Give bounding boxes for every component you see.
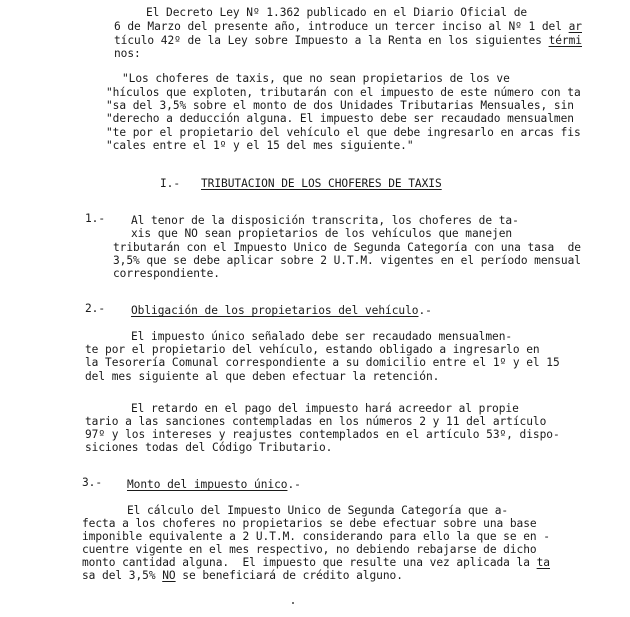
item-3-heading	[127, 478, 301, 491]
intro-line-2	[114, 20, 582, 33]
item-2-p1-line-2: te por el propietario del vehículo, estando obligado a ingresarlo en	[85, 343, 540, 356]
item-1-number: 1.-	[85, 212, 106, 225]
intro-line-3-text: tículo 42º de la Ley sobre Impuesto a la Renta en los siguientes	[114, 34, 549, 47]
item-2-p2-line-3: 97º y los intereses y reajustes contemplados en el artículo 53º, dispo-	[85, 428, 560, 441]
item-2-title: Obligación de los propietarios del vehículo	[131, 304, 419, 317]
item-1-line-3: tributarán con el Impuesto Unico de Segunda Categoría con una tasa de	[113, 241, 581, 254]
item-3-line-6-text-a: sa del 3,5%	[82, 569, 163, 582]
item-3-line-6	[82, 569, 403, 582]
quote-line-5: "te por el propietario del vehículo el que debe ingresarlo en arcas fis	[106, 126, 581, 139]
item-2-title-suffix: .-	[418, 304, 432, 317]
item-3-number: 3.-	[82, 476, 103, 489]
intro-line-2-underlined: ar	[568, 20, 582, 33]
item-3-line-5	[82, 556, 550, 569]
item-2-p1-line-4: del mes siguiente al que deben efectuar la retención.	[85, 370, 440, 383]
item-1-line-1: Al tenor de la disposición transcrita, los choferes de ta-	[131, 214, 519, 227]
item-3-line-6-text-c: se beneficiará de crédito alguno.	[175, 569, 403, 582]
quote-line-3: "sa del 3,5% sobre el monto de dos Unidades Tributarias Mensuales, sin	[106, 99, 574, 112]
item-2-p2-line-2: tario a las sanciones contempladas en los números 2 y 11 del artículo	[85, 415, 547, 428]
quote-line-6: "cales entre el 1º y el 15 del mes siguiente."	[106, 139, 414, 152]
item-3-line-5-underlined: ta	[536, 556, 550, 569]
quote-line-2: "hículos que exploten, tributarán con el impuesto de este número con ta	[106, 86, 581, 99]
item-3-title: Monto del impuesto único	[127, 478, 288, 491]
item-3-title-suffix: .-	[287, 478, 301, 491]
section-number: I.-	[160, 177, 181, 190]
item-3-line-4: cuentre vigente en el mes respectivo, no debiendo rebajarse de dicho	[82, 543, 537, 556]
intro-line-4: nos:	[114, 47, 141, 60]
quote-line-1: "Los choferes de taxis, que no sean propietarios de los ve	[122, 72, 510, 85]
item-1-line-5: correspondiente.	[113, 267, 220, 280]
quote-line-4: "derecho a deducción alguna. El impuesto debe ser recaudado mensualmen	[106, 112, 574, 125]
item-2-p1-line-3: la Tesorería Comunal correspondiente a su domicilio entre el 1º y el 15	[85, 356, 560, 369]
item-3-line-5-text: monto cantidad alguna. El impuesto que resulte una vez aplicada la	[82, 556, 537, 569]
section-title: TRIBUTACION DE LOS CHOFERES DE TAXIS	[201, 177, 442, 190]
intro-line-3	[114, 34, 582, 47]
item-2-p2-line-4: siciones todas del Código Tributario.	[85, 441, 333, 454]
item-3-line-1: El cálculo del Impuesto Unico de Segunda Categoría que a-	[127, 504, 509, 517]
item-3-line-3: imponible equivalente a 2 U.T.M. considerando para ello la que se en -	[82, 530, 550, 543]
item-2-heading	[131, 304, 432, 317]
intro-line-2-text: 6 de Marzo del presente año, introduce un tercer inciso al Nº 1 del	[114, 20, 569, 33]
item-1-line-2: xis que NO sean propietarios de los vehículos que manejen	[131, 227, 513, 240]
intro-line-1: El Decreto Ley Nº 1.362 publicado en el Diario Oficial de	[146, 6, 528, 19]
item-2-p1-line-1: El impuesto único señalado debe ser recaudado mensualmen-	[131, 330, 513, 343]
item-1-line-4: 3,5% que se debe aplicar sobre 2 U.T.M. vigentes en el período mensual	[113, 254, 581, 267]
item-3-line-2: fecta a los choferes no propietarios se debe efectuar sobre una base	[82, 517, 537, 530]
item-3-line-6-emphasis: NO	[162, 569, 176, 582]
item-2-p2-line-1: El retardo en el pago del impuesto hará acreedor al propie	[131, 402, 519, 415]
item-2-number: 2.-	[85, 302, 106, 315]
page-speck	[292, 602, 294, 604]
intro-line-3-underlined: térmi	[548, 34, 582, 47]
